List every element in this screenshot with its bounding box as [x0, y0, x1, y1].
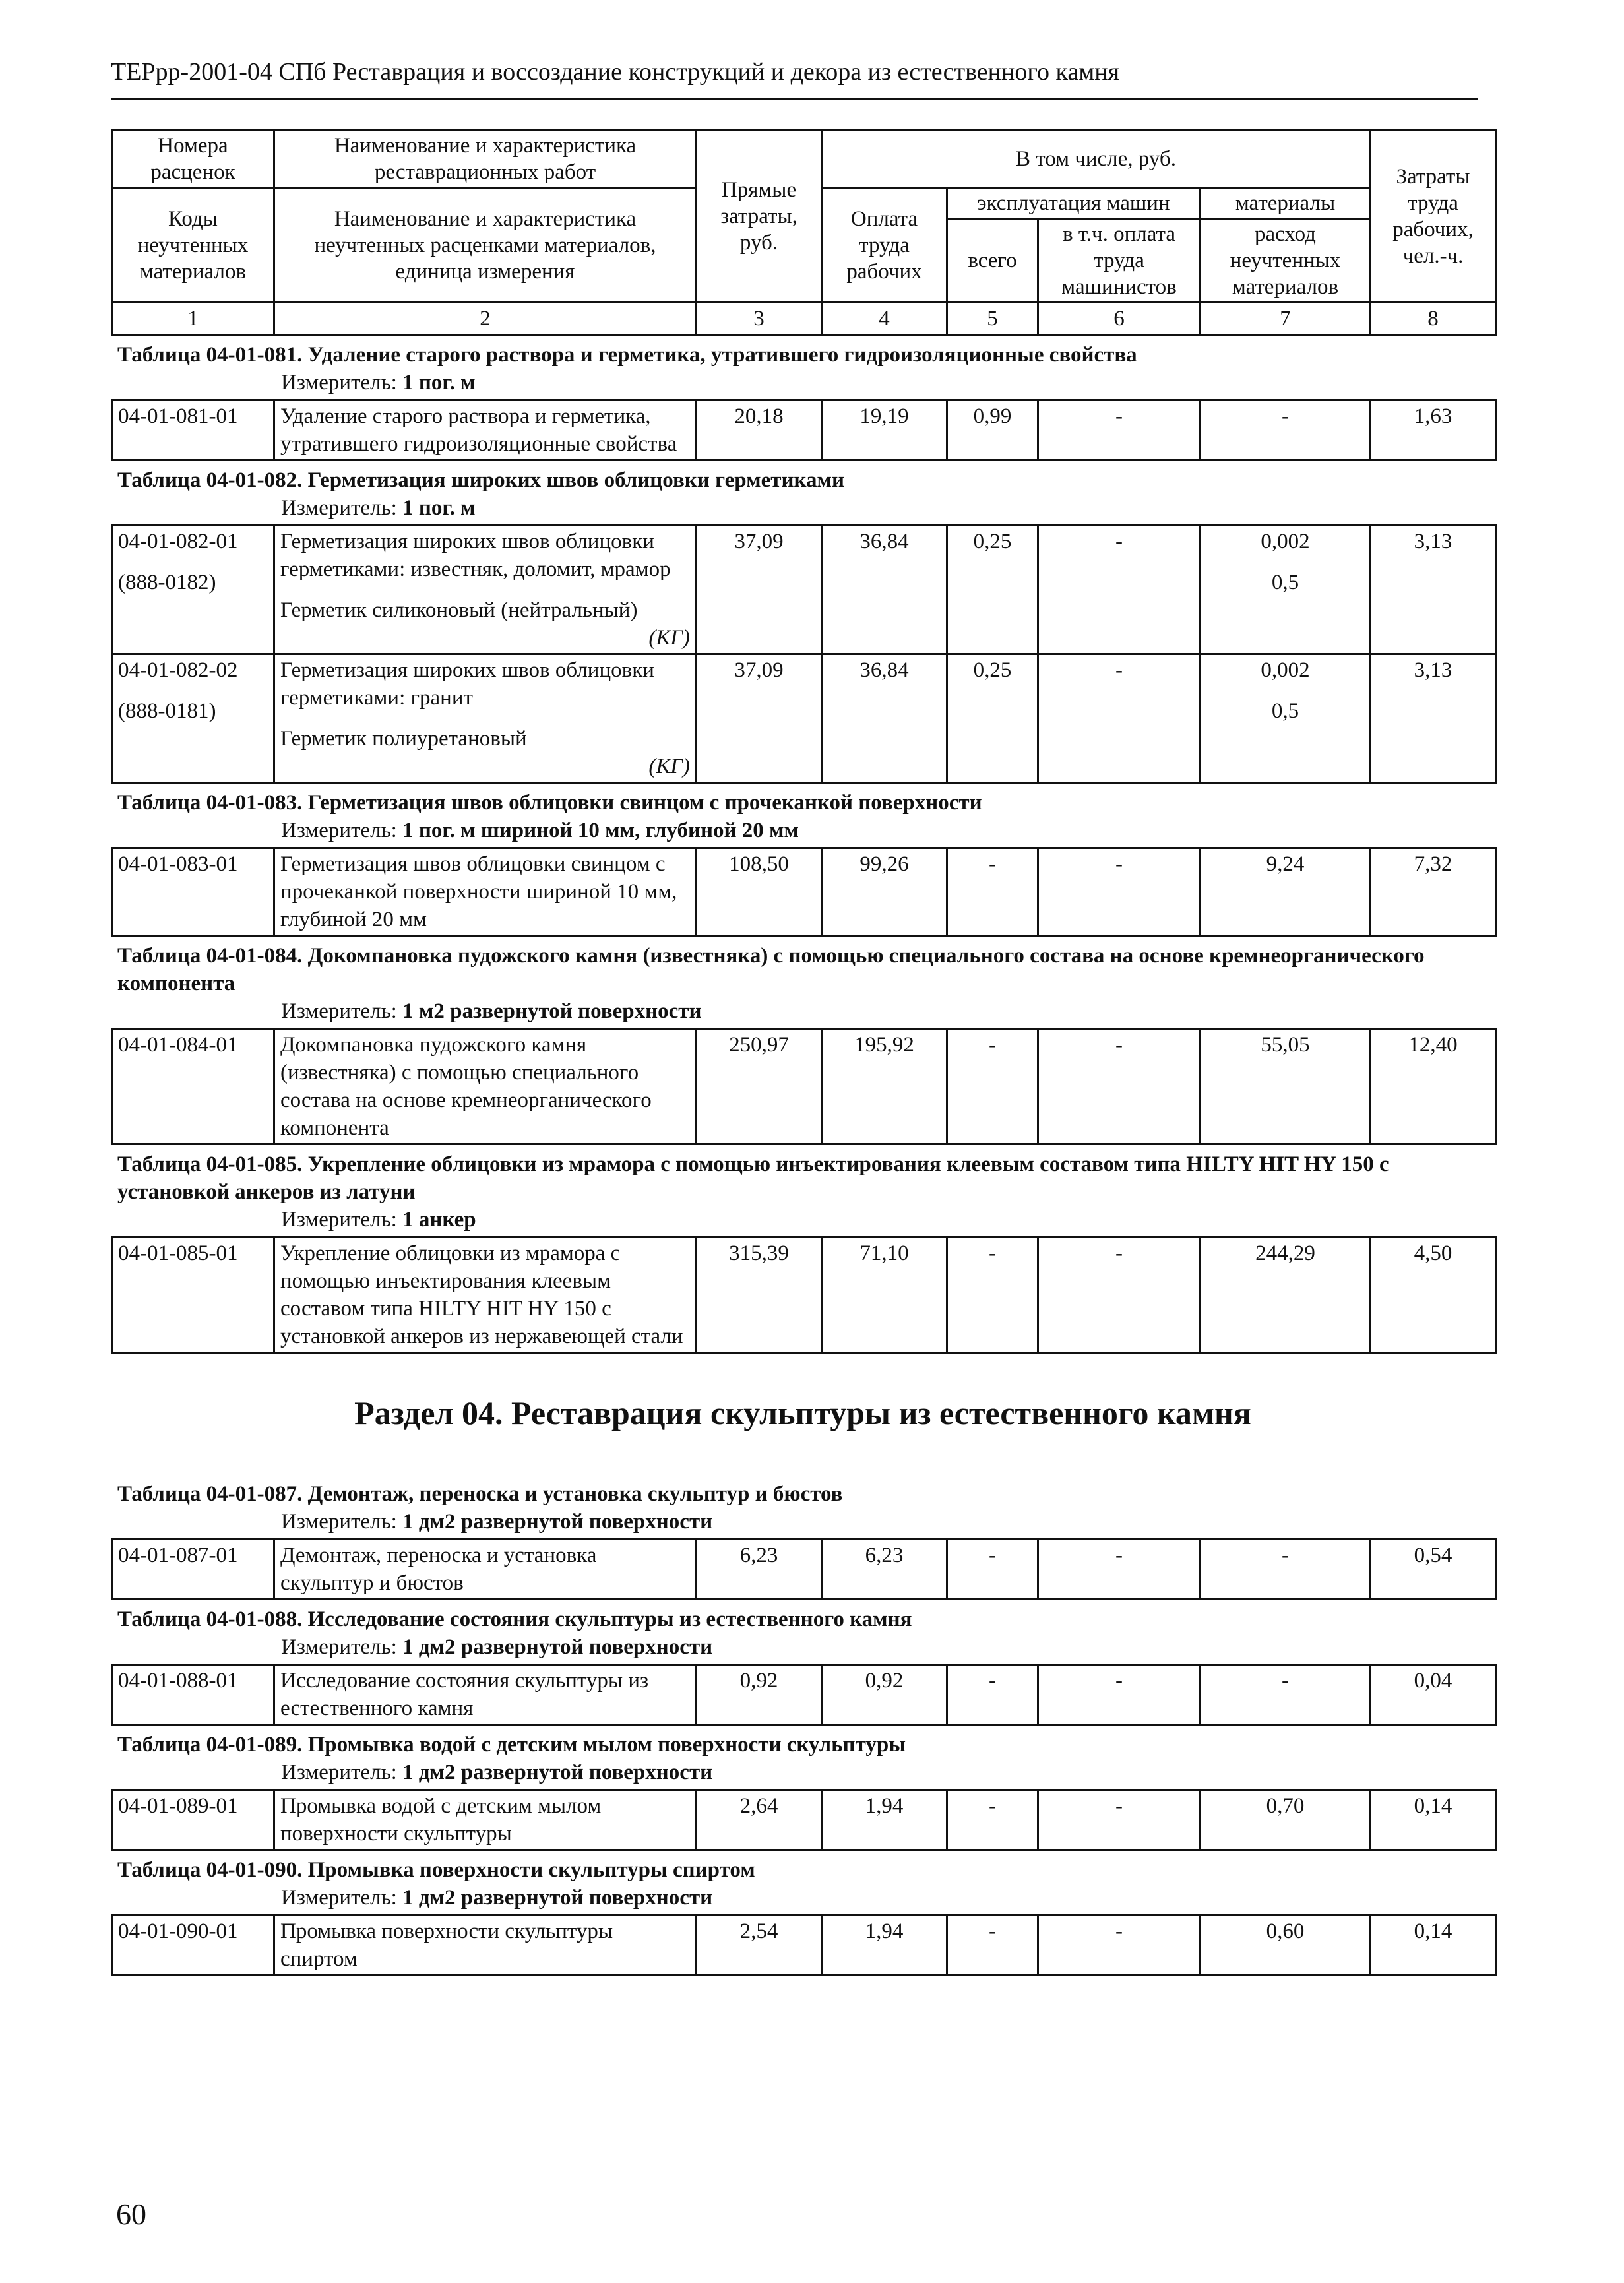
labor-cost: 1,63	[1371, 400, 1496, 460]
column-number: 1	[112, 303, 274, 335]
meter-prefix: Измеритель:	[281, 1510, 403, 1534]
column-number: 3	[697, 303, 822, 335]
machines-wages-cost: -	[1038, 848, 1201, 936]
wages-cost: 1,94	[822, 1916, 947, 1976]
rate-name-cell	[274, 1237, 697, 1353]
meter-unit: 1 дм2 развернутой поверхности	[402, 1635, 713, 1659]
materials-cell	[1201, 526, 1371, 654]
direct-cost: 20,18	[697, 400, 822, 460]
rate-table	[111, 847, 1497, 937]
labor-cost: 4,50	[1371, 1237, 1496, 1353]
direct-cost: 0,92	[697, 1665, 822, 1725]
rate-name: Герметизация швов облицовки свинцом с прочеканкой поверхности шириной 10 мм, глубиной 20 мм	[280, 852, 677, 931]
wages-cost: 36,84	[822, 526, 947, 654]
material-name: Герметик полиуретановый	[280, 727, 527, 751]
machines-wages-cost: -	[1038, 400, 1201, 460]
table-row	[112, 1029, 1496, 1144]
rate-code-cell	[112, 400, 274, 460]
material-consumption: 0,5	[1271, 571, 1299, 594]
meter-prefix: Измеритель:	[281, 496, 403, 520]
table-row	[112, 1665, 1496, 1725]
table-meter	[281, 1508, 1495, 1536]
rate-code: 04-01-090-01	[118, 1920, 238, 1943]
rate-code: 04-01-088-01	[118, 1669, 238, 1693]
rate-name: Демонтаж, переноска и установка скульптур и бюстов	[280, 1544, 597, 1595]
column-number: 7	[1201, 303, 1371, 335]
direct-cost: 37,09	[697, 526, 822, 654]
direct-cost: 250,97	[697, 1029, 822, 1144]
rate-code: 04-01-089-01	[118, 1794, 238, 1818]
meter-prefix: Измеритель:	[281, 1635, 403, 1659]
rate-name-cell	[274, 1029, 697, 1144]
table-meter	[281, 1206, 1495, 1234]
rate-table	[111, 1914, 1497, 1976]
rate-table	[111, 1789, 1497, 1851]
header-rule	[111, 98, 1478, 100]
table-caption: Таблица 04-01-089. Промывка водой с детским мылом поверхности скульптуры	[117, 1733, 906, 1757]
rate-name: Промывка поверхности скульптуры спиртом	[280, 1920, 613, 1971]
materials-value: 55,05	[1261, 1033, 1310, 1057]
meter-prefix: Измеритель:	[281, 1208, 403, 1232]
materials-cell	[1201, 1790, 1371, 1850]
machines-wages-cost: -	[1038, 1916, 1201, 1976]
machines-wages-cost: -	[1038, 1665, 1201, 1725]
direct-cost: 2,64	[697, 1790, 822, 1850]
meter-unit: 1 пог. м	[402, 371, 476, 394]
material-name: Герметик силиконовый (нейтральный)	[280, 598, 638, 622]
meter-prefix: Измеритель:	[281, 999, 403, 1023]
rate-table	[111, 399, 1497, 461]
rate-name-cell	[274, 1790, 697, 1850]
rate-name: Герметизация широких швов облицовки герметиками: гранит	[280, 658, 654, 710]
machines-wages-cost: -	[1038, 1540, 1201, 1600]
rate-code: 04-01-084-01	[118, 1033, 238, 1057]
machines-wages-cost: -	[1038, 654, 1201, 783]
materials-cell	[1201, 1916, 1371, 1976]
machines-wages-cost: -	[1038, 1237, 1201, 1353]
col-materials-header: материалы	[1201, 188, 1371, 219]
material-tag: (КГ)	[648, 626, 690, 650]
rate-tables	[111, 341, 1495, 1354]
column-numbers-row	[112, 303, 1496, 335]
table-caption: Таблица 04-01-083. Герметизация швов облицовки свинцом с прочеканкой поверхности	[117, 791, 982, 815]
direct-cost: 315,39	[697, 1237, 822, 1353]
table-meter	[281, 1759, 1495, 1786]
rate-code: 04-01-087-01	[118, 1544, 238, 1567]
meter-unit: 1 анкер	[402, 1208, 476, 1232]
machines-wages-cost: -	[1038, 1790, 1201, 1850]
meter-prefix: Измеритель:	[281, 819, 403, 842]
table-caption: Таблица 04-01-085. Укрепление облицовки из мрамора с помощью инъектирования клеевым составом типа HILTY HIT HY 150 с установкой анкеров из латуни	[117, 1152, 1389, 1204]
materials-cell	[1201, 1237, 1371, 1353]
col-labor-header: Затраты труда рабочих, чел.-ч.	[1371, 131, 1496, 303]
rate-code: 04-01-082-01	[118, 530, 238, 553]
col-name-header-top: Наименование и характеристика реставрационных работ	[274, 131, 697, 188]
rate-code-cell	[112, 526, 274, 654]
table-caption: Таблица 04-01-081. Удаление старого раствора и герметика, утратившего гидроизоляционные свойства	[117, 343, 1137, 367]
rate-code-cell	[112, 1790, 274, 1850]
rate-name-cell	[274, 654, 697, 783]
table-meter	[281, 369, 1495, 396]
rate-name-cell	[274, 1665, 697, 1725]
table-row	[112, 1916, 1496, 1976]
rate-table	[111, 1664, 1497, 1726]
labor-cost: 7,32	[1371, 848, 1496, 936]
rate-code: 04-01-083-01	[118, 852, 238, 876]
machines-cost: -	[947, 848, 1038, 936]
wages-cost: 71,10	[822, 1237, 947, 1353]
wages-cost: 0,92	[822, 1665, 947, 1725]
rate-name: Докомпановка пудожского камня (известняка) с помощью специального состава на основе кремнеорганического компонента	[280, 1033, 652, 1140]
meter-unit: 1 дм2 развернутой поверхности	[402, 1510, 713, 1534]
column-number: 8	[1371, 303, 1496, 335]
meter-unit: 1 дм2 развернутой поверхности	[402, 1886, 713, 1910]
rate-table	[111, 1236, 1497, 1354]
materials-value: 0,70	[1266, 1794, 1305, 1818]
meter-prefix: Измеритель:	[281, 1761, 403, 1784]
table-row	[112, 654, 1496, 783]
wages-cost: 6,23	[822, 1540, 947, 1600]
materials-value: -	[1282, 1544, 1289, 1567]
materials-value: 0,60	[1266, 1920, 1305, 1943]
labor-cost: 3,13	[1371, 526, 1496, 654]
materials-value: 9,24	[1266, 852, 1305, 876]
table-row	[112, 848, 1496, 936]
rate-table	[111, 1028, 1497, 1145]
meter-unit: 1 пог. м	[402, 496, 476, 520]
rate-table	[111, 524, 1497, 784]
rate-name: Исследование состояния скульптуры из естественного камня	[280, 1669, 649, 1720]
rate-code: 04-01-082-02	[118, 658, 238, 682]
meter-unit: 1 м2 развернутой поверхности	[402, 999, 702, 1023]
wages-cost: 195,92	[822, 1029, 947, 1144]
rate-name-cell	[274, 400, 697, 460]
materials-cell	[1201, 848, 1371, 936]
machines-cost: 0,25	[947, 654, 1038, 783]
col-machines-total-header: всего	[947, 219, 1038, 303]
table-caption: Таблица 04-01-088. Исследование состояния скульптуры из естественного камня	[117, 1608, 912, 1631]
col-direct-header: Прямые затраты, руб.	[697, 131, 822, 303]
machines-cost: 0,25	[947, 526, 1038, 654]
section-rate-tables	[111, 1480, 1495, 1976]
table-caption: Таблица 04-01-084. Докомпановка пудожского камня (известняка) с помощью специального состава на основе кремнеорганического компонента	[117, 944, 1425, 995]
column-header-table	[111, 129, 1497, 336]
rate-code-cell	[112, 654, 274, 783]
materials-cell	[1201, 654, 1371, 783]
rate-code-cell	[112, 1540, 274, 1600]
rate-code-cell	[112, 1029, 274, 1144]
table-meter	[281, 1884, 1495, 1912]
direct-cost: 108,50	[697, 848, 822, 936]
table-caption: Таблица 04-01-090. Промывка поверхности скульптуры спиртом	[117, 1858, 755, 1882]
machines-wages-cost: -	[1038, 1029, 1201, 1144]
table-meter	[281, 817, 1495, 844]
rate-name-cell	[274, 848, 697, 936]
col-wages-header: Оплата труда рабочих	[822, 188, 947, 303]
labor-cost: 0,14	[1371, 1916, 1496, 1976]
materials-value: 244,29	[1255, 1241, 1315, 1265]
meter-prefix: Измеритель:	[281, 1886, 403, 1910]
labor-cost: 0,54	[1371, 1540, 1496, 1600]
rate-code: 04-01-085-01	[118, 1241, 238, 1265]
meter-unit: 1 дм2 развернутой поверхности	[402, 1761, 713, 1784]
material-tag: (КГ)	[648, 755, 690, 778]
rate-name: Удаление старого раствора и герметика, утратившего гидроизоляционные свойства	[280, 404, 677, 456]
meter-prefix: Измеритель:	[281, 371, 403, 394]
column-number: 2	[274, 303, 697, 335]
labor-cost: 12,40	[1371, 1029, 1496, 1144]
machines-cost: -	[947, 1540, 1038, 1600]
machines-cost: -	[947, 1237, 1038, 1353]
materials-cell	[1201, 400, 1371, 460]
machines-cost: -	[947, 1790, 1038, 1850]
table-meter	[281, 1633, 1495, 1661]
meter-unit: 1 пог. м шириной 10 мм, глубиной 20 мм	[402, 819, 799, 842]
rate-code-cell	[112, 848, 274, 936]
material-code: (888-0182)	[118, 571, 216, 594]
machines-cost: 0,99	[947, 400, 1038, 460]
table-row	[112, 526, 1496, 654]
materials-cell	[1201, 1665, 1371, 1725]
materials-value: -	[1282, 1669, 1289, 1693]
rate-table	[111, 1538, 1497, 1600]
rate-code-cell	[112, 1237, 274, 1353]
col-code-header-bottom: Коды неучтенных материалов	[112, 188, 274, 303]
material-consumption: 0,5	[1271, 699, 1299, 723]
wages-cost: 19,19	[822, 400, 947, 460]
wages-cost: 36,84	[822, 654, 947, 783]
table-caption: Таблица 04-01-082. Герметизация широких швов облицовки герметиками	[117, 468, 844, 492]
table-caption: Таблица 04-01-087. Демонтаж, переноска и установка скульптур и бюстов	[117, 1482, 843, 1506]
column-number: 6	[1038, 303, 1201, 335]
rate-code: 04-01-081-01	[118, 404, 238, 428]
rate-name: Промывка водой с детским мылом поверхности скульптуры	[280, 1794, 602, 1846]
material-code: (888-0181)	[118, 699, 216, 723]
rate-code-cell	[112, 1665, 274, 1725]
direct-cost: 2,54	[697, 1916, 822, 1976]
page-content	[111, 129, 1495, 1976]
running-header: ТЕРрр-2001-04 СПб Реставрация и воссоздание конструкций и декора из естественного камня	[111, 58, 1120, 86]
labor-cost: 0,04	[1371, 1665, 1496, 1725]
direct-cost: 37,09	[697, 654, 822, 783]
machines-cost: -	[947, 1665, 1038, 1725]
col-code-header-top: Номера расценок	[112, 131, 274, 188]
column-number: 5	[947, 303, 1038, 335]
col-incl-header: В том числе, руб.	[822, 131, 1371, 188]
materials-value: 0,002	[1261, 530, 1310, 553]
table-meter	[281, 997, 1495, 1025]
machines-cost: -	[947, 1029, 1038, 1144]
col-materials-unaccounted-header: расход неучтенных материалов	[1201, 219, 1371, 303]
rate-name-cell	[274, 1540, 697, 1600]
col-machines-wages-header: в т.ч. оплата труда машинистов	[1038, 219, 1201, 303]
table-row	[112, 1540, 1496, 1600]
materials-value: 0,002	[1261, 658, 1310, 682]
col-machines-header: эксплуатация машин	[947, 188, 1201, 219]
rate-name: Укрепление облицовки из мрамора с помощью инъектирования клеевым составом типа HILTY HIT HY 150 с установкой анкеров из нержавеющей стали	[280, 1241, 683, 1348]
rate-name-cell	[274, 526, 697, 654]
column-number: 4	[822, 303, 947, 335]
section-title: Раздел 04. Реставрация скульптуры из естественного камня	[354, 1394, 1251, 1431]
wages-cost: 99,26	[822, 848, 947, 936]
machines-cost: -	[947, 1916, 1038, 1976]
rate-name-cell	[274, 1916, 697, 1976]
rate-name: Герметизация широких швов облицовки герметиками: известняк, доломит, мрамор	[280, 530, 671, 581]
wages-cost: 1,94	[822, 1790, 947, 1850]
table-row	[112, 1237, 1496, 1353]
table-row	[112, 400, 1496, 460]
labor-cost: 0,14	[1371, 1790, 1496, 1850]
materials-cell	[1201, 1540, 1371, 1600]
labor-cost: 3,13	[1371, 654, 1496, 783]
col-name-header-bottom: Наименование и характеристика неучтенных расценками материалов, единица измерения	[274, 188, 697, 303]
table-meter	[281, 494, 1495, 522]
direct-cost: 6,23	[697, 1540, 822, 1600]
page-number: 60	[116, 2197, 146, 2231]
machines-wages-cost: -	[1038, 526, 1201, 654]
materials-value: -	[1282, 404, 1289, 428]
table-row	[112, 1790, 1496, 1850]
rate-code-cell	[112, 1916, 274, 1976]
materials-cell	[1201, 1029, 1371, 1144]
